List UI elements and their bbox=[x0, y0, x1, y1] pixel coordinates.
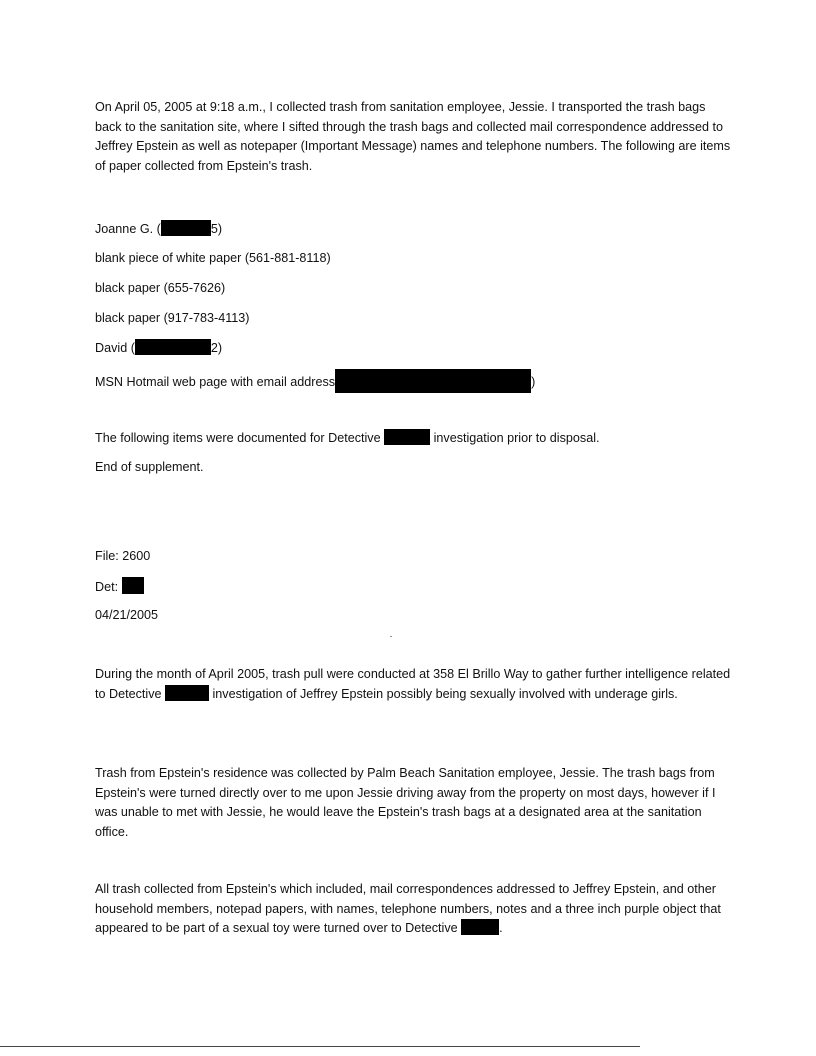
intro-paragraph-text: On April 05, 2005 at 9:18 a.m., I collected trash from sanitation employee, Jessie. I transported the trash bags back to the sanitation site, where I sifted through the trash bags and collected mail correspondence addressed to Jeffrey Epstein as well as notepaper (Important Message) names and telephone numbers. The following are items of paper collected from Epstein's trash. bbox=[95, 100, 731, 173]
documented-prefix: The following items were documented for Detective bbox=[95, 431, 381, 445]
item-blank-paper: blank piece of white paper (561-881-8118) bbox=[95, 251, 331, 265]
item-joanne bbox=[95, 220, 222, 237]
redaction-box bbox=[335, 369, 531, 393]
scan-speck bbox=[390, 636, 392, 637]
documented-suffix: investigation prior to disposal. bbox=[430, 431, 600, 445]
end-of-supplement: End of supplement. bbox=[95, 460, 204, 474]
item-msn-hotmail bbox=[95, 369, 535, 393]
item-david bbox=[95, 339, 222, 356]
redaction-box bbox=[161, 220, 211, 236]
det-line bbox=[95, 577, 144, 595]
report-date: 04/21/2005 bbox=[95, 608, 159, 622]
redaction-box bbox=[165, 685, 209, 701]
item-joanne-suffix: 5) bbox=[210, 222, 223, 236]
month-paragraph-prefix: During the month of April 2005, trash pull were conducted at 358 El Brillo Way to gather further intelligence related to Detective bbox=[95, 667, 731, 701]
collected-paragraph bbox=[95, 880, 735, 939]
intro-paragraph bbox=[95, 98, 735, 176]
item-black-paper-2: black paper (917-783-4113) bbox=[95, 311, 250, 325]
file-label: File: 2600 bbox=[95, 549, 151, 563]
item-joanne-prefix: Joanne G. ( bbox=[95, 222, 161, 236]
redaction-box bbox=[135, 339, 211, 355]
item-david-prefix: David ( bbox=[95, 341, 135, 355]
redaction-box bbox=[122, 577, 144, 594]
collected-paragraph-prefix: All trash collected from Epstein's which included, mail correspondences addressed to Jeffrey Epstein, and other household members, notepad papers, with names, telephone numbers, notes and a three inch purple object that appeared to be part of a sexual toy were turned over to Detective bbox=[95, 882, 721, 936]
month-paragraph-suffix: investigation of Jeffrey Epstein possibly being sexually involved with underage girls. bbox=[209, 686, 678, 701]
det-label: Det: bbox=[95, 580, 119, 594]
trash-paragraph-text: Trash from Epstein's residence was collected by Palm Beach Sanitation employee, Jessie. The trash bags from Epstein's were turned directly over to me upon Jessie driving away from the property on most days, however if I was unable to met with Jessie, he would leave the Epstein's trash bags at a designated area at the sanitation office. bbox=[95, 766, 716, 839]
item-black-paper-1: black paper (655-7626) bbox=[95, 281, 226, 295]
redaction-box bbox=[384, 429, 430, 445]
item-msn-prefix: MSN Hotmail web page with email address bbox=[95, 375, 336, 389]
month-paragraph bbox=[95, 665, 735, 704]
page-bottom-rule bbox=[0, 1046, 640, 1047]
documented-line bbox=[95, 429, 600, 446]
redaction-box bbox=[461, 919, 499, 935]
collected-paragraph-suffix: . bbox=[499, 921, 503, 936]
item-msn-suffix: ) bbox=[531, 375, 536, 389]
trash-paragraph bbox=[95, 764, 735, 842]
item-david-suffix: 2) bbox=[210, 341, 223, 355]
